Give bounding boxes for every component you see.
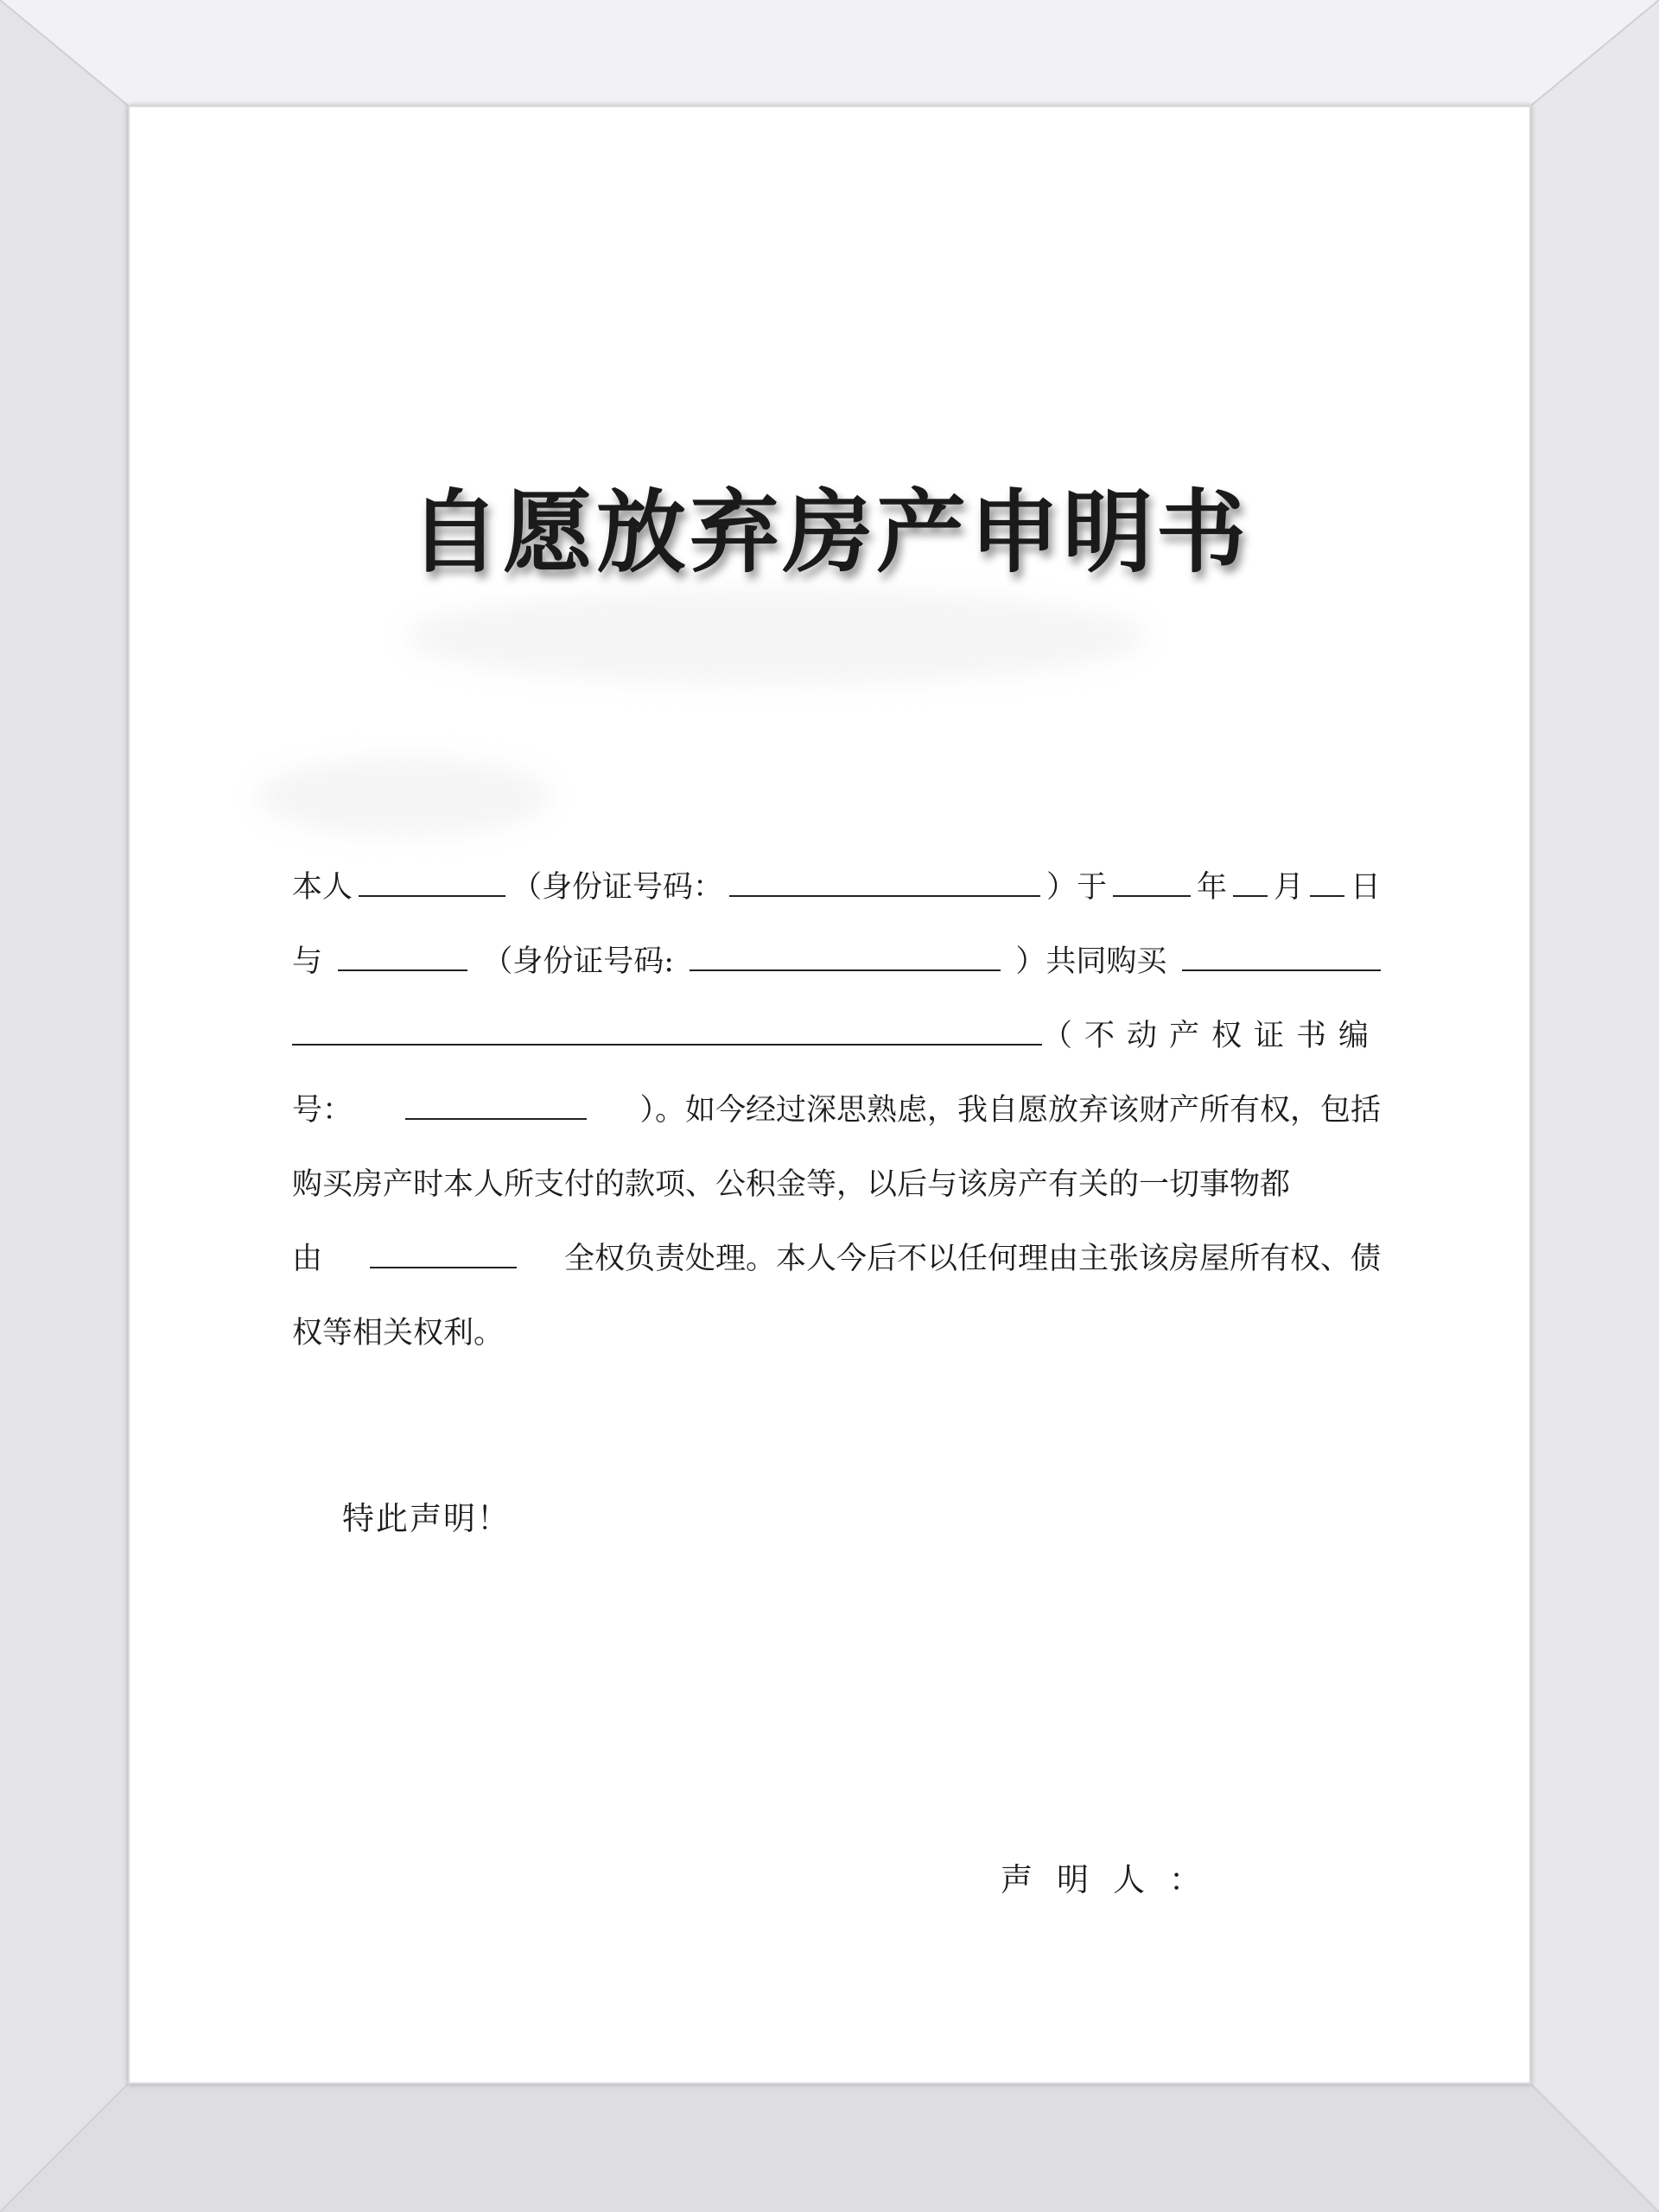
year-blank[interactable] [1113,866,1191,897]
text-segment: 与 [292,944,323,979]
text-segment: ）共同购买 [1015,944,1167,979]
closing-statement: 特此声明！ [342,1500,511,1537]
text-segment: 年 [1196,870,1227,905]
document-page [128,105,1531,2084]
id-number-blank[interactable] [729,866,1040,897]
text-segment: （身份证号码： [511,870,723,905]
body-line-2 [292,940,1381,983]
text-segment: ）于 [1046,870,1107,905]
text-segment: （不动产权证书编 [1041,1019,1381,1053]
text-segment: ）。如今经过深思熟虑，我自愿放弃该财产所有权，包括 [639,1093,1381,1128]
text-segment: 本人 [292,870,353,905]
text-segment: 月 [1273,870,1304,905]
co-buyer-name-blank[interactable] [338,940,467,971]
text-segment: 由 [292,1242,323,1276]
text-segment: 全权负责处理。本人今后不以任何理由主张该房屋所有权、债 [563,1242,1381,1276]
body-line-3 [292,1014,1381,1058]
document-title: 自愿放弃房产申明书 [409,480,1249,585]
certificate-number-blank[interactable] [405,1089,587,1120]
text-segment: 日 [1350,870,1381,905]
text-segment: （身份证号码: [482,944,675,979]
co-buyer-id-blank[interactable] [690,940,1001,971]
body-line-5: 购买房产时本人所支付的款项、公积金等，以后与该房产有关的一切事物都 [292,1167,1291,1202]
body-line-7: 权等相关权利。 [292,1316,505,1351]
faded-mark [404,589,1147,684]
body-line-4 [292,1089,1381,1132]
day-blank[interactable] [1310,866,1344,897]
month-blank[interactable] [1233,866,1268,897]
body-line-6 [292,1237,1381,1281]
declarant-signature-label: 声明人： [1001,1861,1225,1898]
body-line-1 [292,866,1381,909]
faded-mark [257,758,551,836]
property-address-blank[interactable] [292,1014,1042,1046]
responsible-party-blank[interactable] [370,1237,517,1268]
text-segment: 号： [292,1093,353,1128]
property-blank[interactable] [1182,940,1381,971]
name-blank[interactable] [359,866,505,897]
